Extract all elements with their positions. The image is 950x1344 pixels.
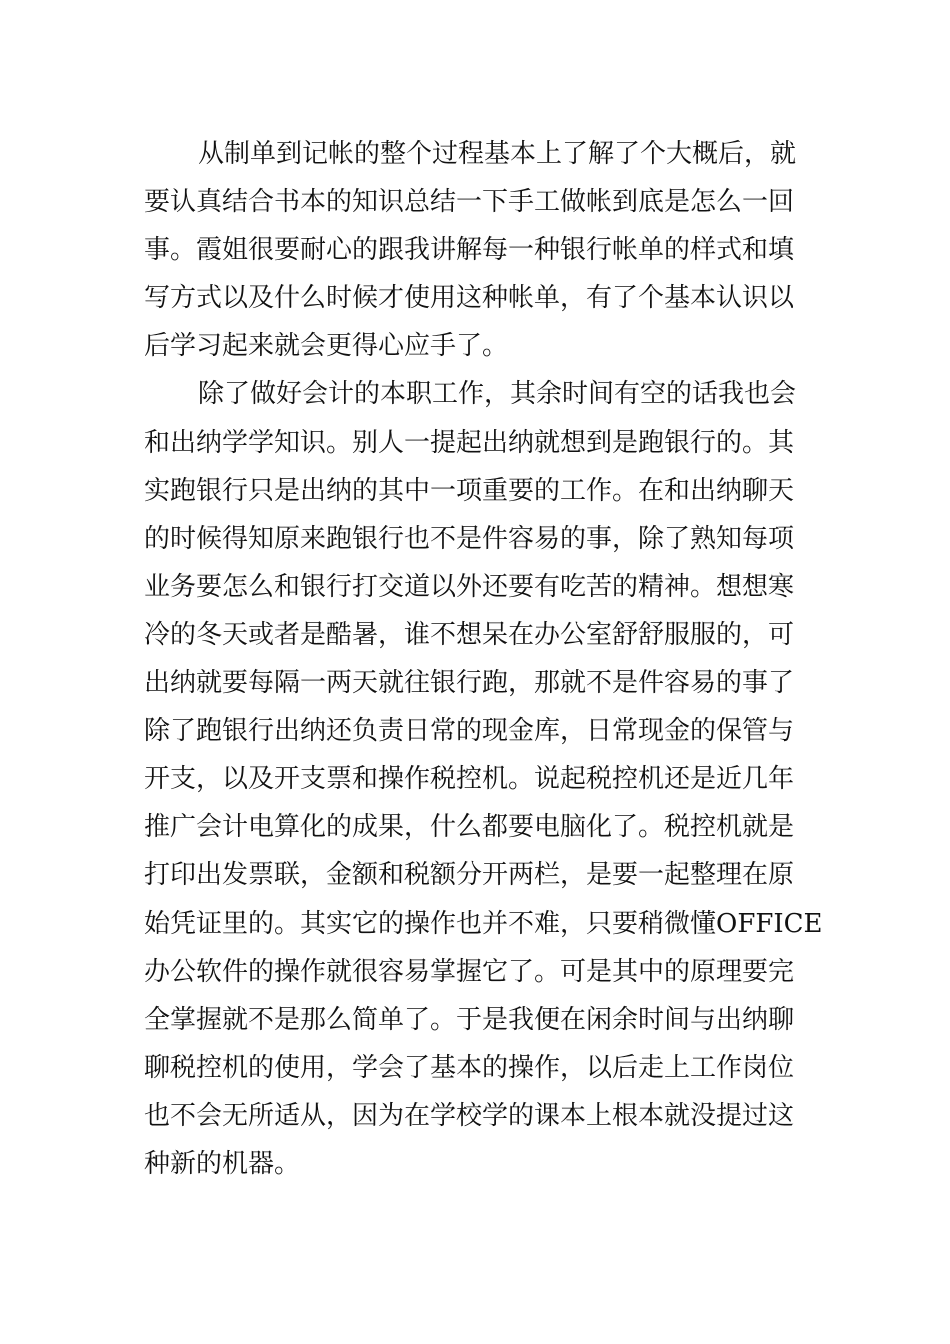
paragraph-2-line-17: 种新的机器。	[144, 1148, 301, 1179]
body-text	[144, 130, 823, 1188]
paragraph-2-line-8: 除了跑银行出纳还负责日常的现金库，日常现金的保管与	[144, 716, 795, 747]
paragraph-2-line-14: 全掌握就不是那么简单了。于是我便在闲余时间与出纳聊	[144, 1004, 795, 1035]
paragraph-2-line-16: 也不会无所适从，因为在学校学的课本上根本就没提过这	[144, 1100, 795, 1131]
paragraph-1-line-2: 要认真结合书本的知识总结一下手工做帐到底是怎么一回	[144, 187, 795, 218]
paragraph-2-line-11: 打印出发票联，金额和税额分开两栏，是要一起整理在原	[144, 860, 795, 891]
paragraph-2-line-4: 的时候得知原来跑银行也不是件容易的事，除了熟知每项	[144, 523, 795, 554]
paragraph-2-line-13: 办公软件的操作就很容易掌握它了。可是其中的原理要完	[144, 956, 795, 987]
paragraph-2-line-1: 除了做好会计的本职工作，其余时间有空的话我也会	[198, 379, 797, 410]
paragraph-1-line-5: 后学习起来就会更得心应手了。	[144, 331, 509, 362]
paragraph-2-line-2: 和出纳学学知识。别人一提起出纳就想到是跑银行的。其	[144, 427, 795, 458]
paragraph-2-line-3: 实跑银行只是出纳的其中一项重要的工作。在和出纳聊天	[144, 475, 795, 506]
paragraph-1-line-3: 事。霞姐很要耐心的跟我讲解每一种银行帐单的样式和填	[144, 235, 795, 266]
paragraph-2-line-7: 出纳就要每隔一两天就往银行跑，那就不是件容易的事了	[144, 668, 795, 699]
paragraph-2-line-15: 聊税控机的使用，学会了基本的操作，以后走上工作岗位	[144, 1052, 795, 1083]
paragraph-1-line-1: 从制单到记帐的整个过程基本上了解了个大概后，就	[198, 139, 797, 169]
paragraph-2-line-6: 冷的冬天或者是酷暑，谁不想呆在办公室舒舒服服的，可	[144, 619, 795, 650]
paragraph-1-line-4: 写方式以及什么时候才使用这种帐单，有了个基本认识以	[144, 283, 795, 314]
paragraph-2-line-10: 推广会计电算化的成果，什么都要电脑化了。税控机就是	[144, 812, 795, 843]
paragraph-2-line-12: 始凭证里的。其实它的操作也并不难，只要稍微懂OFFICE	[144, 908, 823, 939]
paragraph-2-line-5: 业务要怎么和银行打交道以外还要有吃苦的精神。想想寒	[144, 571, 795, 602]
paragraph-2-line-9: 开支，以及开支票和操作税控机。说起税控机还是近几年	[144, 764, 795, 795]
